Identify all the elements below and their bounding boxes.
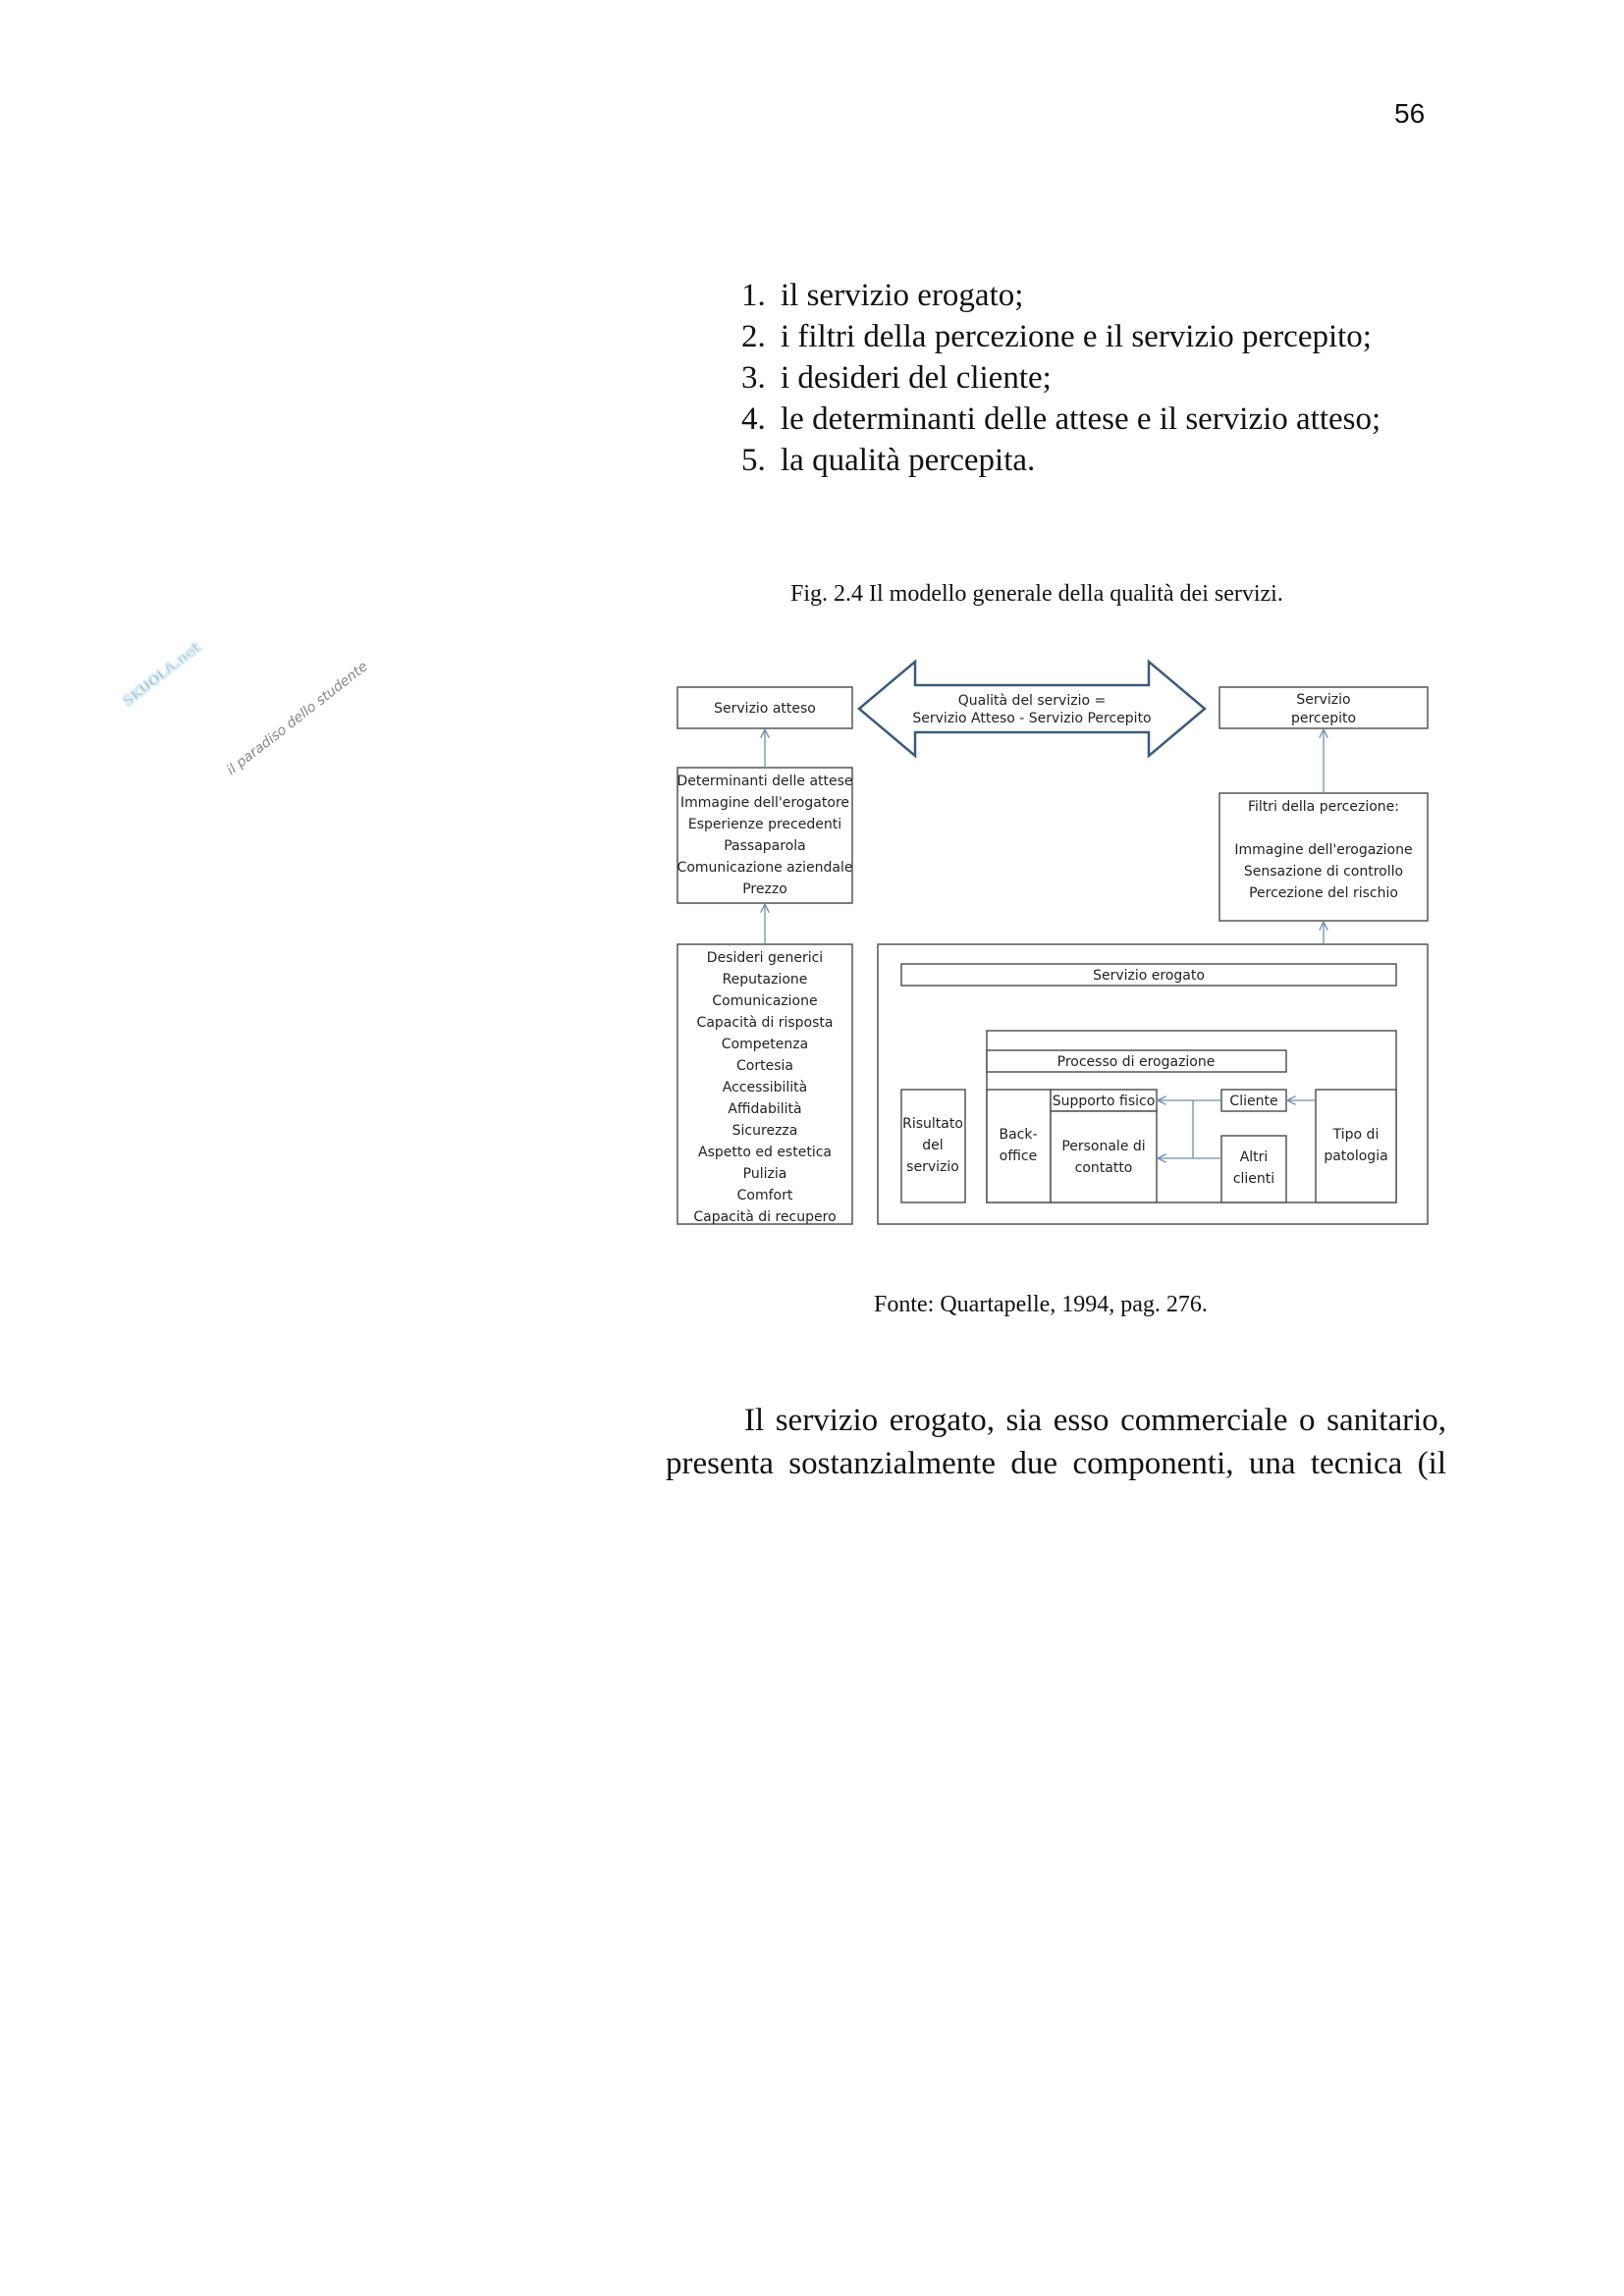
label-risultato: del <box>922 1138 944 1153</box>
label-determinanti: Immagine dell'erogatore <box>679 795 850 811</box>
label-risultato: servizio <box>906 1159 959 1175</box>
box-back-office <box>987 1090 1051 1202</box>
page-number: 56 <box>1394 98 1426 129</box>
label-desideri: Comfort <box>736 1188 793 1203</box>
label-desideri: Pulizia <box>742 1166 787 1182</box>
label-arrow-1: Qualità del servizio = <box>957 693 1107 709</box>
label-filtri: Sensazione di controllo <box>1243 864 1404 880</box>
paragraph-line: Il servizio erogato, sia esso commerciale o sanitario, <box>744 1403 1446 1438</box>
label-desideri: Comunicazione <box>712 993 818 1009</box>
label-desideri: Affidabilità <box>728 1101 802 1117</box>
list-item: 1. il servizio erogato; <box>741 278 1024 313</box>
label-tipo-patologia: patologia <box>1324 1148 1388 1164</box>
label-personale: contatto <box>1074 1160 1133 1176</box>
double-arrow <box>859 662 1205 756</box>
label-desideri: Sicurezza <box>731 1123 798 1139</box>
box-tipo-patologia <box>1316 1090 1396 1202</box>
label-back-office: Back- <box>999 1127 1038 1143</box>
list-item: 3. i desideri del cliente; <box>741 360 1052 396</box>
list-item: 2. i filtri della percezione e il servizio percepito; <box>741 319 1372 354</box>
label-desideri: Capacità di risposta <box>696 1015 834 1031</box>
list-item: 4. le determinanti delle attese e il servizio atteso; <box>741 401 1381 437</box>
label-percepito-2: percepito <box>1290 711 1357 726</box>
watermark-brand: SKUOLA.net <box>120 639 204 711</box>
label-determinanti: Esperienze precedenti <box>687 817 842 832</box>
label-determinanti: Passaparola <box>724 838 806 854</box>
label-filtri: Immagine dell'erogazione <box>1234 842 1413 858</box>
label-servizio-erogato: Servizio erogato <box>1093 968 1205 984</box>
numbered-list <box>741 275 1380 481</box>
figure-caption: Fig. 2.4 Il modello generale della qualità dei servizi. <box>790 581 1283 607</box>
figure-source: Fonte: Quartapelle, 1994, pag. 276. <box>874 1292 1208 1317</box>
label-altri-clienti: Altri <box>1239 1149 1269 1165</box>
label-percepito-1: Servizio <box>1296 692 1351 708</box>
label-determinanti: Prezzo <box>742 881 787 897</box>
label-cliente: Cliente <box>1229 1094 1278 1109</box>
body-paragraph <box>666 1399 1446 1485</box>
paragraph-line: presenta sostanzialmente due componenti, una tecnica (il <box>666 1446 1446 1481</box>
box-personale <box>1051 1111 1157 1202</box>
label-determinanti: Determinanti delle attese <box>677 774 853 789</box>
label-desideri: Capacità di recupero <box>693 1209 837 1225</box>
label-back-office: office <box>999 1148 1038 1164</box>
label-desideri: Desideri generici <box>706 950 824 966</box>
service-quality-diagram <box>658 648 1434 1237</box>
label-tipo-patologia: Tipo di <box>1332 1127 1380 1143</box>
label-servizio-atteso: Servizio atteso <box>714 701 816 717</box>
label-desideri: Accessibilità <box>722 1080 808 1095</box>
label-processo: Processo di erogazione <box>1056 1054 1216 1070</box>
box-altri-clienti <box>1221 1136 1286 1202</box>
label-supporto-fisico: Supporto fisico <box>1052 1094 1156 1109</box>
label-desideri: Competenza <box>721 1037 809 1052</box>
label-desideri: Reputazione <box>722 972 808 988</box>
list-item: 5. la qualità percepita. <box>741 443 1036 478</box>
label-filtri: Percezione del rischio <box>1249 885 1398 901</box>
label-altri-clienti: clienti <box>1232 1171 1275 1187</box>
label-personale: Personale di <box>1061 1139 1146 1154</box>
watermark-tagline: il paradiso dello studente <box>224 659 371 779</box>
label-determinanti: Comunicazione aziendale <box>677 860 853 876</box>
label-desideri: Cortesia <box>736 1058 793 1074</box>
label-desideri: Aspetto ed estetica <box>698 1145 832 1160</box>
label-arrow-2: Servizio Atteso - Servizio Percepito <box>912 711 1152 726</box>
label-risultato: Risultato <box>902 1116 963 1132</box>
label-filtri-title: Filtri della percezione: <box>1248 799 1399 815</box>
